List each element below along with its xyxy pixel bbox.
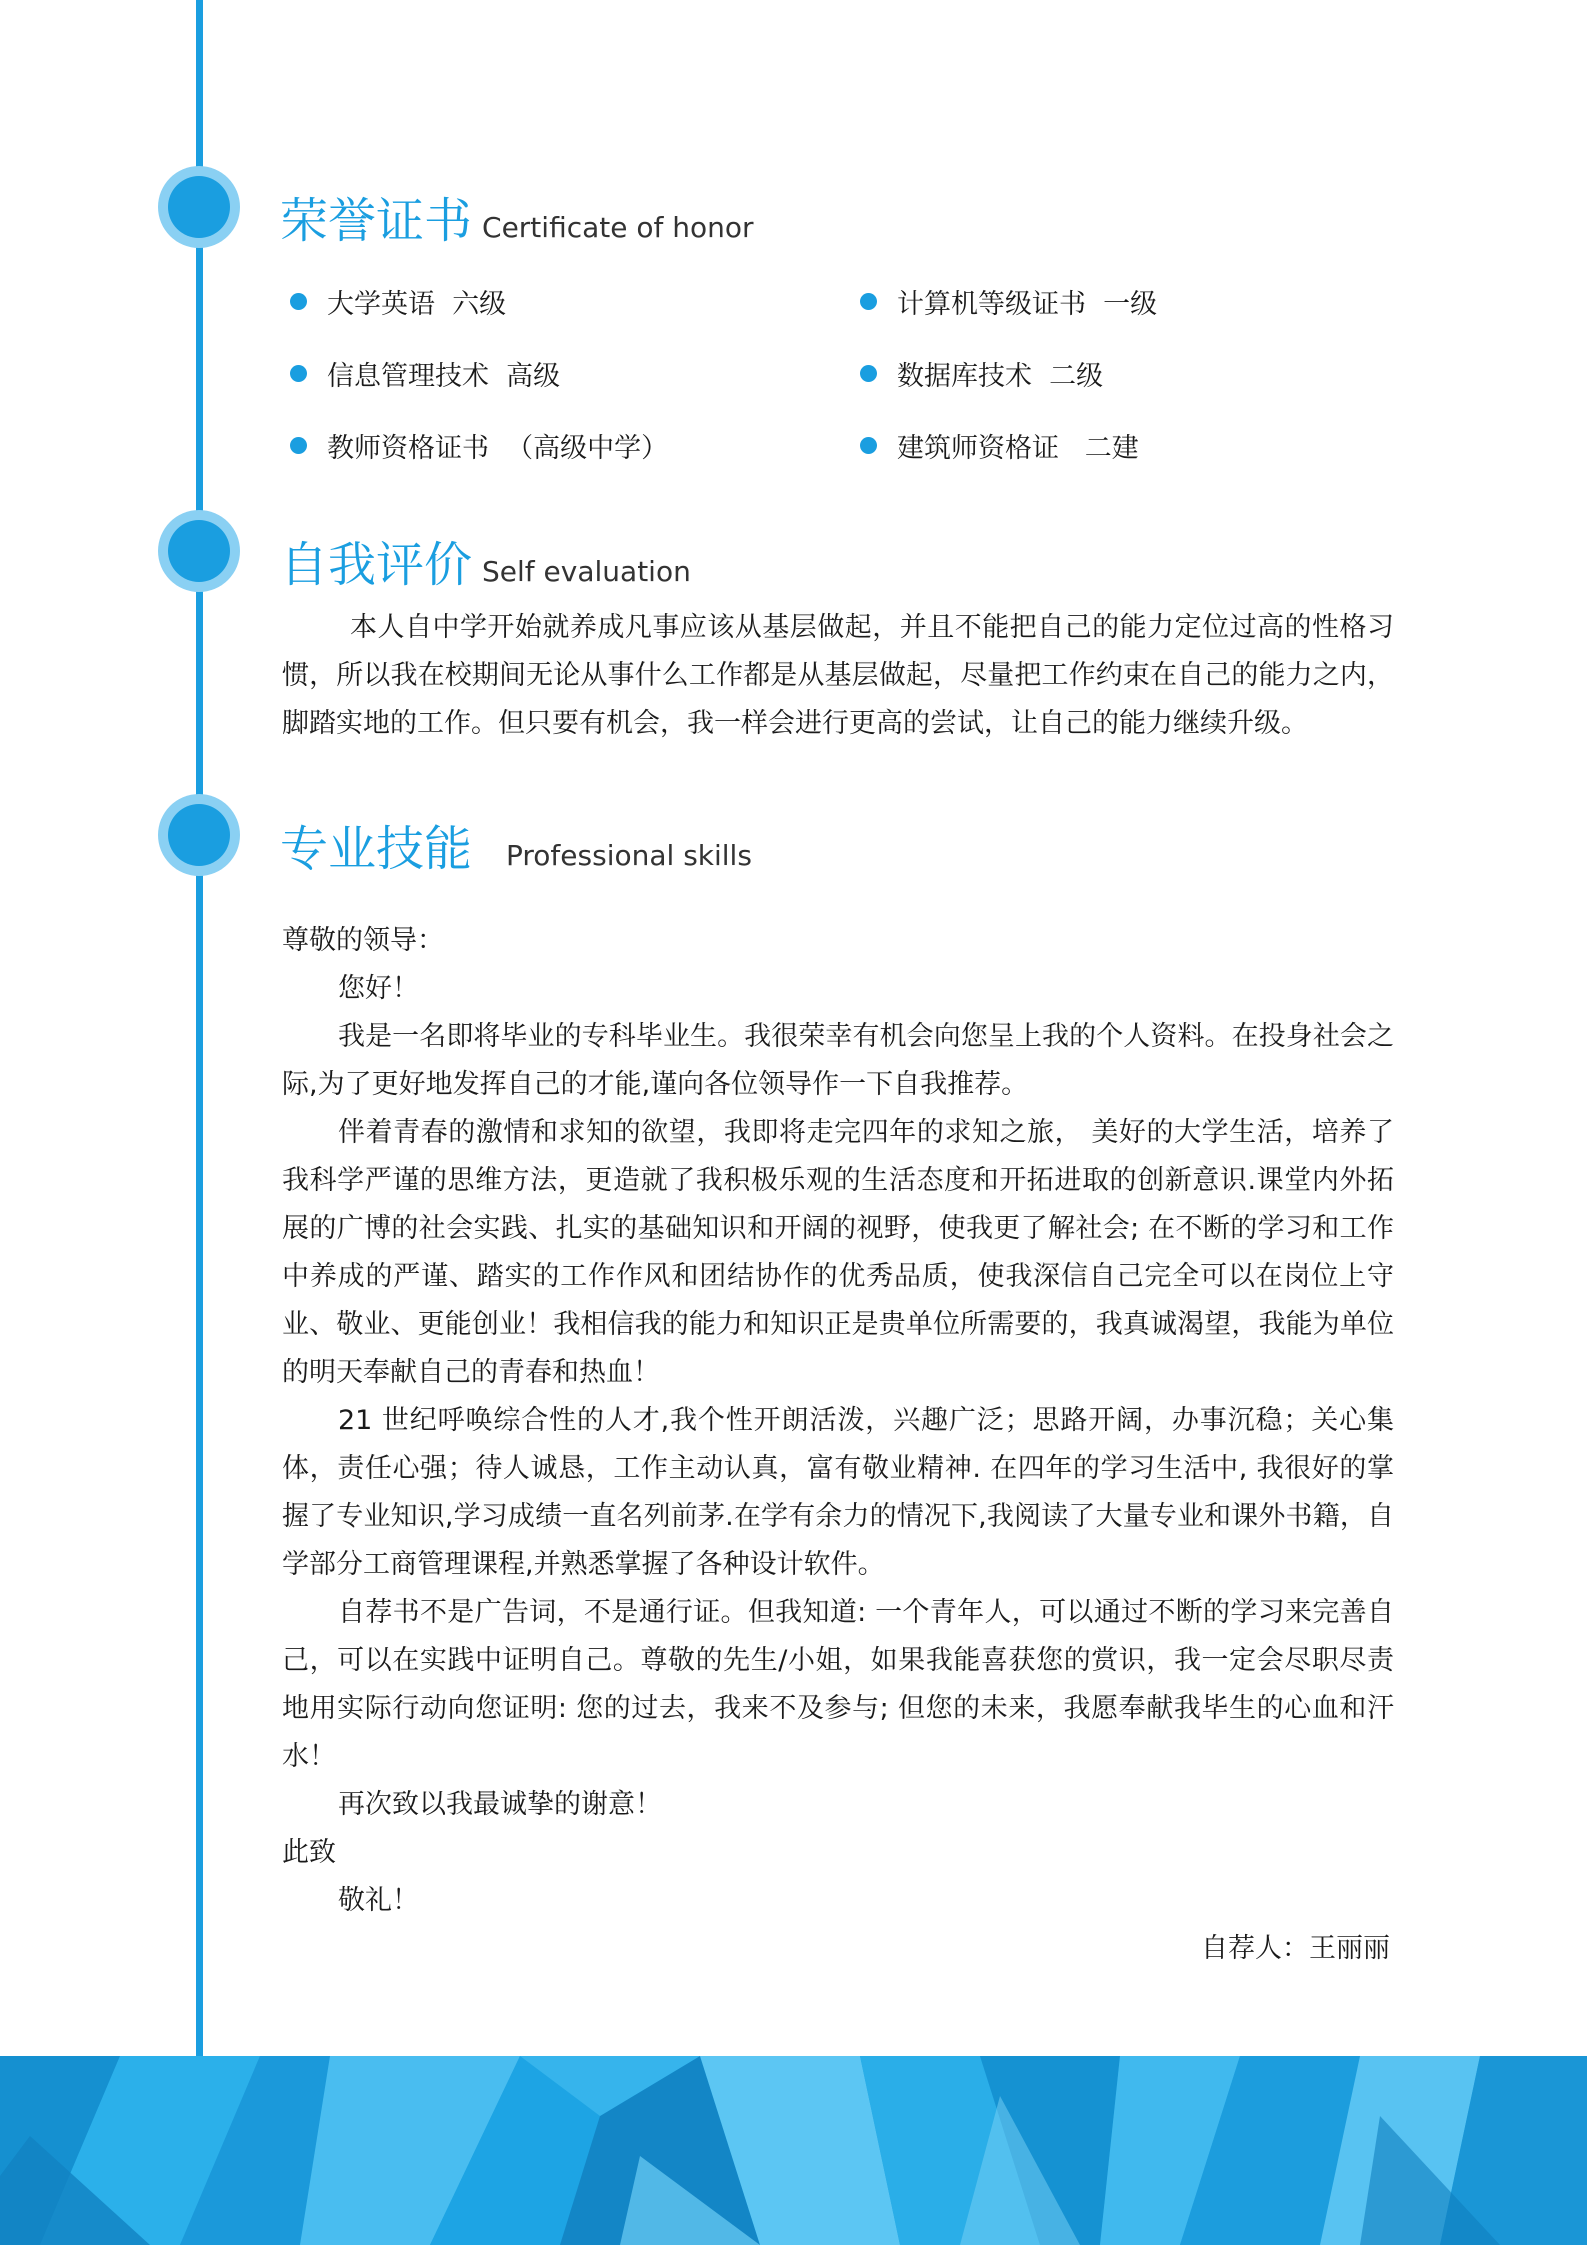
certificate-label: 计算机等级证书 一级 — [897, 289, 1158, 320]
list-item — [290, 426, 668, 465]
bullet-icon — [290, 365, 307, 382]
list-item — [290, 282, 506, 321]
letter-salutation: 尊敬的领导： — [282, 925, 444, 956]
certificate-label: 信息管理技术 高级 — [327, 361, 561, 392]
section-title-cn: 专业技能 — [280, 821, 473, 877]
timeline-line — [196, 0, 203, 2056]
letter-signature: 自荐人：王丽丽 — [1201, 1933, 1390, 1964]
timeline-node-honor — [158, 166, 240, 248]
list-item — [860, 354, 1103, 393]
bullet-icon — [860, 293, 877, 310]
certificate-label: 大学英语 六级 — [327, 289, 507, 320]
timeline-node-skills — [158, 794, 240, 876]
letter-paragraph: 伴着青春的激情和求知的欲望，我即将走完四年的求知之旅， 美好的大学生活，培养了我科学严谨的思维方法，更造就了我积极乐观的生活态度和开拓进取的创新意识.课堂内外拓展的广博的社会实践、扎实的基础知识和开阔的视野，使我更了解社会; 在不断的学习和工作中养成的严谨、踏实的工作作风和团结协作的优秀品质，使我深信自己完全可以在岗位上守业、敬业、更能创业！我相信我的能力和知识正是贵单位所需要的，我真诚渴望，我能为单位的明天奉献自己的青春和热血！ — [282, 1117, 1394, 1388]
certificate-label: 数据库技术 二级 — [897, 361, 1104, 392]
footer-decoration — [0, 2056, 1587, 2245]
letter-paragraph: 我是一名即将毕业的专科毕业生。我很荣幸有机会向您呈上我的个人资料。在投身社会之际,为了更好地发挥自己的才能,谨向各位领导作一下自我推荐。 — [282, 1021, 1394, 1100]
list-item — [860, 426, 1139, 465]
section-title-cn: 荣誉证书 — [280, 193, 473, 249]
list-item — [860, 282, 1157, 321]
bullet-icon — [290, 293, 307, 310]
section-title-cn: 自我评价 — [280, 537, 473, 593]
letter-greeting: 您好！ — [338, 973, 419, 1004]
certificate-label: 建筑师资格证 二建 — [897, 433, 1139, 464]
section-title-en: Professional skills — [506, 839, 752, 872]
cover-letter — [282, 917, 1394, 1973]
bullet-icon — [860, 437, 877, 454]
lowpoly-pattern — [0, 2056, 1587, 2245]
bullet-icon — [860, 365, 877, 382]
timeline-node-self-eval — [158, 510, 240, 592]
letter-closing: 此致 — [282, 1837, 336, 1868]
bullet-icon — [290, 437, 307, 454]
certificate-label: 教师资格证书 （高级中学） — [327, 433, 669, 464]
section-title-en: Certificate of honor — [482, 211, 754, 244]
section-title-skills — [280, 810, 752, 879]
letter-closing-salute: 敬礼！ — [338, 1885, 419, 1916]
section-title-self-eval — [280, 526, 691, 595]
section-title-en: Self evaluation — [482, 555, 691, 588]
self-eval-paragraph: 本人自中学开始就养成凡事应该从基层做起，并且不能把自己的能力定位过高的性格习惯，所以我在校期间无论从事什么工作都是从基层做起，尽量把工作约束在自己的能力之内，脚踏实地的工作。但只要有机会，我一样会进行更高的尝试，让自己的能力继续升级。 — [282, 612, 1394, 739]
section-title-honor — [280, 182, 754, 251]
letter-thanks: 再次致以我最诚挚的谢意！ — [338, 1789, 662, 1820]
list-item — [290, 354, 560, 393]
letter-paragraph: 21 世纪呼唤综合性的人才,我个性开朗活泼，兴趣广泛；思路开阔，办事沉稳；关心集体，责任心强；待人诚恳，工作主动认真，富有敬业精神. 在四年的学习生活中, 我很好的掌握了专业知识,学习成绩一直名列前茅.在学有余力的情况下,我阅读了大量专业和课外书籍，自学部分工商管理课程,并熟悉掌握了各种设计软件。 — [282, 1405, 1394, 1580]
letter-paragraph: 自荐书不是广告词，不是通行证。但我知道: 一个青年人，可以通过不断的学习来完善自己，可以在实践中证明自己。尊敬的先生/小姐，如果我能喜获您的赏识，我一定会尽职尽责地用实际行动向您证明: 您的过去，我来不及参与; 但您的未来，我愿奉献我毕生的心血和汗水！ — [282, 1597, 1394, 1772]
